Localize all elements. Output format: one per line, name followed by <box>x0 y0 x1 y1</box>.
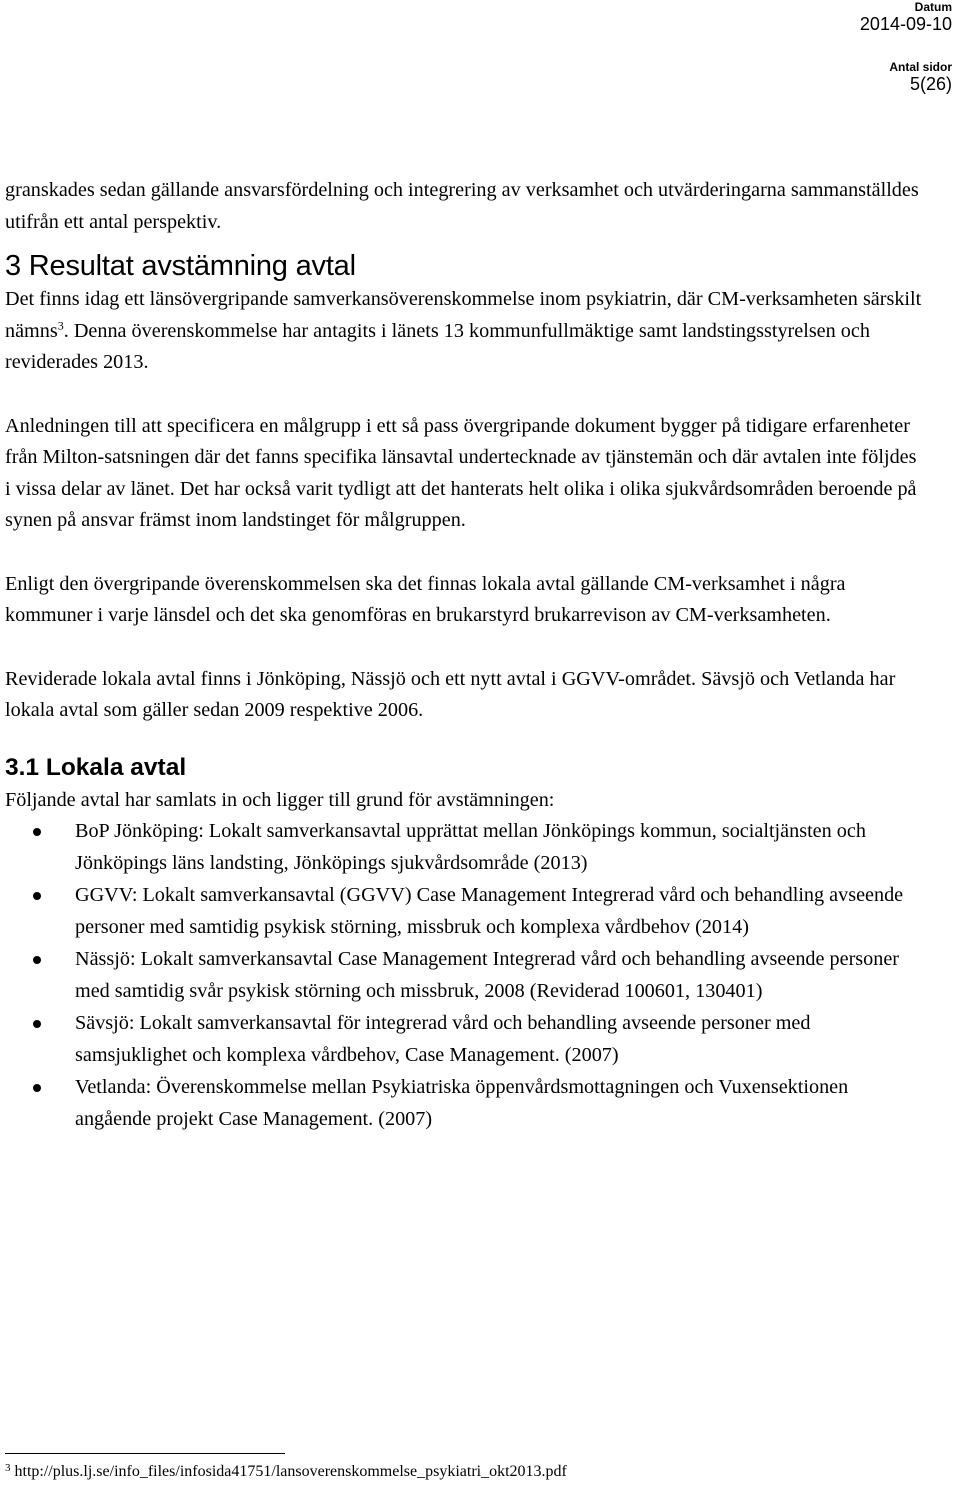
list-item-text: Sävsjö: Lokalt samverkansavtal för integrerad vård och behandling avseende personer med samsjuklighet och komplexa vårdbehov, Case Management. (2007) <box>75 1012 811 1066</box>
list-item <box>5 880 925 943</box>
section-3-paragraph-1 <box>5 284 925 379</box>
list-item <box>5 816 925 879</box>
section-3-paragraph-2: Anledningen till att specificera en målgrupp i ett så pass övergripande dokument bygger på tidigare erfarenheter från Milton-satsningen där det fanns specifika länsavtal undertecknade av tjänstemän och där avtalen inte följdes i vissa delar av länet. Det har också varit tydligt att det hanterats helt olika i olika sjukvårdsområden beroende på synen på ansvar främst inom landstinget för målgruppen. <box>5 414 917 531</box>
section-3-1-intro: Följande avtal har samlats in och ligger till grund för avstämningen: <box>5 788 555 811</box>
section-3-heading: 3 Resultat avstämning avtal <box>5 250 356 282</box>
paragraph-text: . Denna överenskommelse har antagits i länets 13 kommunfullmäktige samt landstingsstyrelsen och reviderades 2013. <box>5 319 870 373</box>
list-item <box>5 1008 925 1071</box>
bullet-icon <box>33 892 41 900</box>
list-item <box>5 944 925 1007</box>
bullet-icon <box>33 828 41 836</box>
intro-paragraph: granskades sedan gällande ansvarsfördelning och integrering av verksamhet och utvärderingarna sammanställdes utifrån ett antal perspektiv. <box>5 179 919 233</box>
bullet-icon <box>33 956 41 964</box>
bullet-icon <box>33 1084 41 1092</box>
header-page-count <box>889 60 952 94</box>
header-date <box>860 0 952 34</box>
page-count-value: 5(26) <box>909 74 952 94</box>
bullet-icon <box>33 1020 41 1028</box>
date-label: Datum <box>914 0 952 14</box>
footnote-number: 3 <box>5 1462 11 1474</box>
footnote-link[interactable]: http://plus.lj.se/info_files/infosida41751/lansoverenskommelse_psykiatri_okt2013.pdf <box>14 1463 567 1480</box>
paragraph-text: Det finns idag ett länsövergripande samverkansöverenskommelse inom psykiatrin, där CM-verksamheten särskilt nämns <box>5 288 922 342</box>
agreement-list <box>5 816 925 1135</box>
section-3-paragraph-4: Reviderade lokala avtal finns i Jönköping, Nässjö och ett nytt avtal i GGVV-området. Sävsjö och Vetlanda har lokala avtal som gäller sedan 2009 respektive 2006. <box>5 667 896 721</box>
list-item <box>5 1072 925 1135</box>
document-body <box>5 175 925 1136</box>
section-3-1-heading: 3.1 Lokala avtal <box>5 753 187 781</box>
footnote <box>5 1462 567 1482</box>
list-item-text: Vetlanda: Överenskommelse mellan Psykiatriska öppenvårdsmottagningen och Vuxensektionen angående projekt Case Management. (2007) <box>75 1076 849 1130</box>
list-item-text: BoP Jönköping: Lokalt samverkansavtal upprättat mellan Jönköpings kommun, socialtjänsten och Jönköpings läns landsting, Jönköpings sjukvårdsområde (2013) <box>75 820 866 874</box>
section-3-paragraph-3: Enligt den övergripande överenskommelsen ska det finnas lokala avtal gällande CM-verksamhet i några kommuner i varje länsdel och det ska genomföras en brukarstyrd brukarrevison av CM-verksamheten. <box>5 572 846 626</box>
list-item-text: Nässjö: Lokalt samverkansavtal Case Management Integrerad vård och behandling avseende personer med samtidig svår psykisk störning och missbruk, 2008 (Reviderad 100601, 130401) <box>75 948 900 1002</box>
page-count-label: Antal sidor <box>889 60 952 74</box>
list-item-text: GGVV: Lokalt samverkansavtal (GGVV) Case Management Integrerad vård och behandling avseende personer med samtidig psykisk störning, missbruk och komplexa vårdbehov (2014) <box>75 884 904 938</box>
footnote-divider <box>5 1453 285 1454</box>
footnote-reference[interactable]: 3 <box>57 317 64 332</box>
date-value: 2014-09-10 <box>859 14 952 34</box>
